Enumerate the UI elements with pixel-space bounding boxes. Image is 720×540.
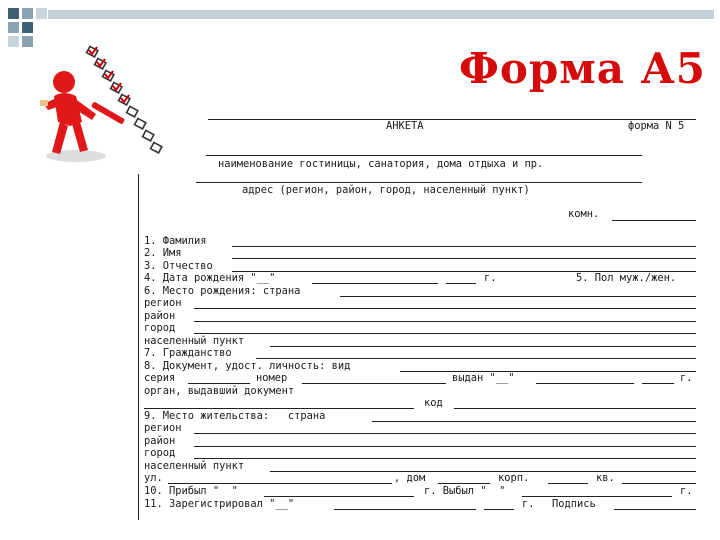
house-label: , дом [394,472,426,484]
hotel-caption: наименование гостиницы, санатория, дома отдыха и пр. [218,158,544,170]
issued-year-field[interactable] [642,372,674,384]
registered-year-field[interactable] [484,498,514,510]
region-label: регион [144,297,182,309]
form-number: форма N 5 [628,120,685,132]
apt-label: кв. [596,472,615,484]
document-label: 8. Документ, удост. личность: вид [144,360,351,372]
apt-field[interactable] [622,472,696,484]
patronymic-label: 3. Отчество [144,260,213,272]
city2-label: город [144,447,176,459]
residence-city-field[interactable] [194,447,696,459]
birth-date-label: 4. Дата рождения "__" [144,272,276,284]
citizenship-label: 7. Гражданство [144,347,232,359]
form-top-line [208,108,696,120]
locality-label: населенный пункт [144,335,245,347]
name-label: 2. Имя [144,247,182,259]
region2-label: регион [144,422,182,434]
decor-square [22,22,33,33]
registered-year-suffix: г. [522,498,535,510]
authority-field[interactable] [144,397,414,409]
issued-month-field[interactable] [536,372,634,384]
series-field[interactable] [188,372,250,384]
hotel-registration-form [138,108,698,520]
document-type-field[interactable] [400,360,696,372]
house-field[interactable] [438,472,490,484]
birth-region-field[interactable] [194,297,696,309]
code-field[interactable] [454,397,696,409]
issued-year-suffix: г. [680,372,693,384]
birth-year-suffix: г. [484,272,497,284]
series-label: серия [144,372,176,384]
decor-square [8,8,19,19]
decor-square [8,22,19,33]
decor-square [22,36,33,47]
room-label: комн. [568,208,600,220]
residence-country-field[interactable] [372,410,696,422]
street-label: ул. [144,472,163,484]
signature-field[interactable] [614,498,696,510]
sex-label: 5. Пол муж./жен. [576,272,677,284]
issued-label: выдан "__" [452,372,515,384]
registered-month-field[interactable] [334,498,476,510]
street-field[interactable] [168,472,392,484]
room-field[interactable] [612,209,696,221]
slide-title: Форма А5 [459,44,706,93]
birth-month-field[interactable] [312,272,438,284]
departed-date-field[interactable] [522,485,672,497]
registered-label: 11. Зарегистрировал "__" [144,498,295,510]
residence-label: 9. Место жительства: страна [144,410,326,422]
code-label: код [424,397,443,409]
birth-year-field[interactable] [446,272,476,284]
header-bar [48,10,714,19]
form-border [138,174,139,520]
number-label: номер [256,372,288,384]
birth-country-field[interactable] [340,285,696,297]
birthplace-label: 6. Место рождения: страна [144,285,301,297]
building-field[interactable] [548,472,588,484]
citizenship-field[interactable] [256,347,696,359]
building-label: корп. [498,472,530,484]
arrived-date-field[interactable] [264,485,414,497]
patronymic-field[interactable] [232,260,696,272]
number-field[interactable] [302,372,446,384]
authority-label: орган, выдавший документ [144,385,295,397]
locality2-label: населенный пункт [144,460,245,472]
city-label: город [144,322,176,334]
district2-label: район [144,435,176,447]
decor-square [22,8,33,19]
signature-label: Подпись [552,498,596,510]
birth-locality-field[interactable] [270,335,696,347]
decor-square [36,8,47,19]
departed-label: г. Выбыл " " [424,485,506,497]
district-label: район [144,310,176,322]
name-field[interactable] [232,247,696,259]
residence-district-field[interactable] [194,435,696,447]
birth-city-field[interactable] [194,322,696,334]
residence-region-field[interactable] [194,422,696,434]
surname-field[interactable] [232,235,696,247]
hotel-name-field[interactable] [206,144,642,156]
residence-locality-field[interactable] [270,460,696,472]
form-header: АНКЕТА [386,120,424,132]
surname-label: 1. Фамилия [144,235,207,247]
departed-year-suffix: г. [680,485,693,497]
arrived-label: 10. Прибыл " " [144,485,238,497]
decor-square [8,36,19,47]
address-field[interactable] [196,171,642,183]
address-caption: адрес (регион, район, город, населенный пункт) [242,184,530,196]
birth-district-field[interactable] [194,310,696,322]
